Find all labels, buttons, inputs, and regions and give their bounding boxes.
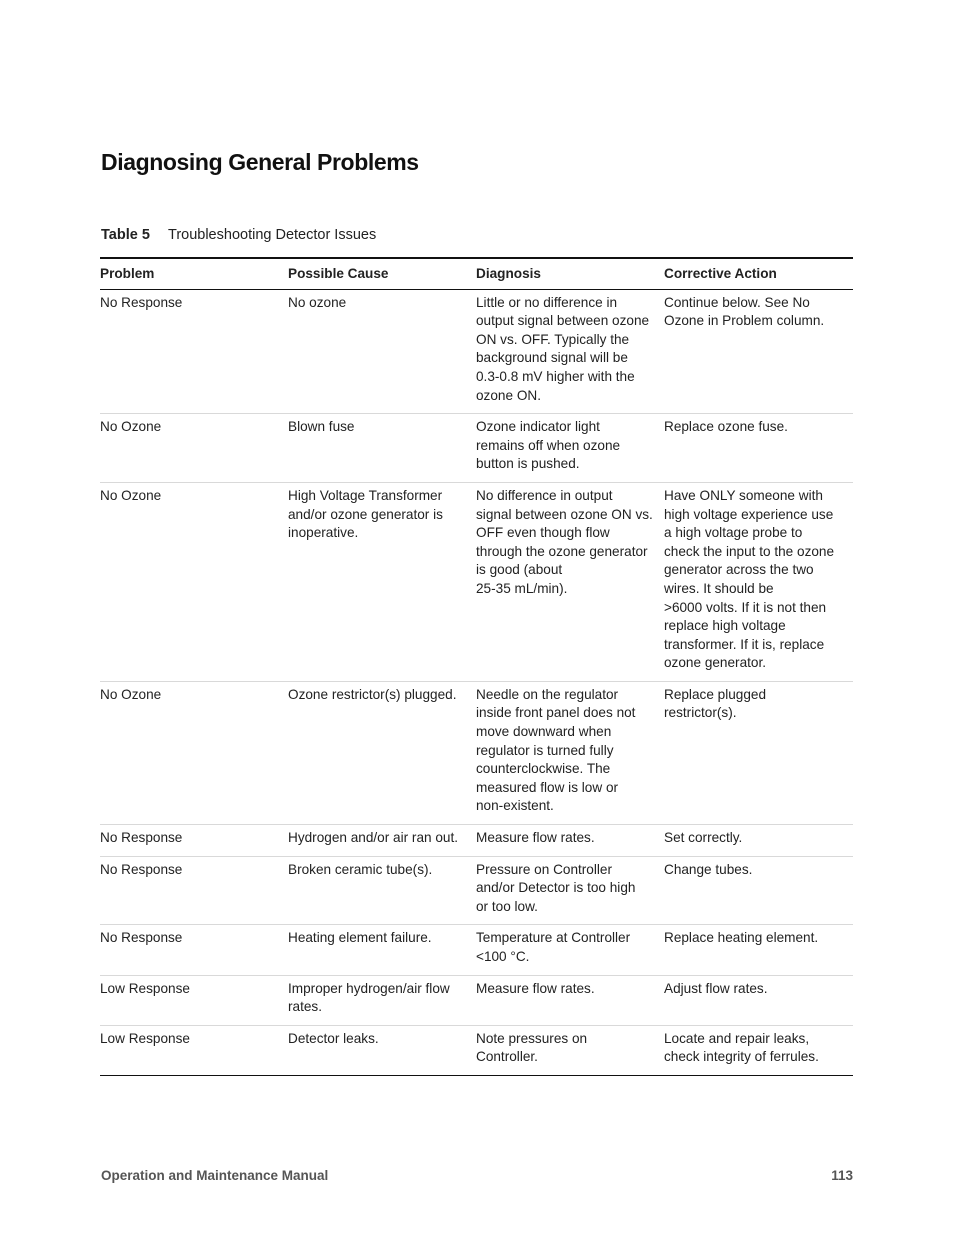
cell-cause: Improper hydrogen/air flow rates. [288,980,450,1015]
header-diagnosis: Diagnosis [476,266,541,281]
cell-problem: No Ozone [100,487,162,503]
table-row [100,856,853,925]
cell-diagnosis: Little or no difference in output signal between ozone ON vs. OFF. Typically the background signal will be 0.3-0.8 mV higher with the ozone ON. [476,294,650,403]
cell-problem: No Response [100,294,183,310]
cell-problem: No Response [100,830,183,846]
cell-problem: Low Response [100,1030,190,1046]
cell-cause: Broken ceramic tube(s). [288,861,433,877]
cell-action: Replace ozone fuse. [664,419,788,435]
header-possible-cause: Possible Cause [288,266,389,281]
table-caption-text: Troubleshooting Detector Issues [168,227,377,243]
cell-problem: No Ozone [100,686,162,702]
table-caption [101,227,376,243]
table-row [100,825,853,857]
cell-cause: Ozone restrictor(s) plugged. [288,686,457,702]
cell-cause: Heating element failure. [288,930,432,946]
troubleshooting-table [100,257,853,1076]
cell-problem: No Response [100,930,183,946]
cell-diagnosis: Pressure on Controller and/or Detector is too high or too low. [476,861,636,914]
cell-cause: Detector leaks. [288,1030,379,1046]
cell-cause: No ozone [288,294,347,310]
cell-problem: Low Response [100,980,190,996]
page-title: Diagnosing General Problems [101,149,419,175]
cell-diagnosis: Measure flow rates. [476,830,595,846]
cell-action: Adjust flow rates. [664,980,768,996]
cell-cause: Blown fuse [288,419,355,435]
table-row [100,681,853,824]
cell-diagnosis: Temperature at Controller <100 °C. [476,930,631,964]
table-row [100,482,853,681]
table-row [100,1025,853,1075]
cell-action: Change tubes. [664,861,753,877]
table-row [100,289,853,414]
table-row [100,975,853,1025]
table-label: Table 5 [101,227,150,243]
cell-diagnosis: Note pressures on Controller. [476,1030,588,1065]
cell-cause: Hydrogen and/or air ran out. [288,830,459,846]
cell-action: Set correctly. [664,830,743,846]
cell-diagnosis: Ozone indicator light remains off when ozone button is pushed. [476,419,621,472]
cell-action: Locate and repair leaks, check integrity of ferrules. [664,1030,819,1065]
header-corrective-action: Corrective Action [664,266,777,281]
table-row [100,414,853,483]
cell-problem: No Response [100,861,183,877]
cell-cause: High Voltage Transformer and/or ozone generator is inoperative. [288,487,443,541]
table-row [100,925,853,975]
cell-diagnosis: No difference in output signal between ozone ON vs. OFF even though flow through the ozone generator is good (about 25-35 mL/min). [476,487,653,596]
table-header-row [100,258,853,289]
cell-action: Have ONLY someone with high voltage experience use a high voltage probe to check the input to the ozone generator across the two wires. It should be >6000 volts. If it is not then replace high voltage transformer. If it is, replace ozone generator. [664,487,835,671]
cell-action: Continue below. See No Ozone in Problem column. [664,294,825,329]
cell-action: Replace plugged restrictor(s). [664,686,767,721]
cell-diagnosis: Needle on the regulator inside front panel does not move downward when regulator is turned fully counterclockwise. The measured flow is low or non-existent. [476,686,636,814]
cell-action: Replace heating element. [664,930,819,946]
cell-diagnosis: Measure flow rates. [476,980,595,996]
cell-problem: No Ozone [100,419,162,435]
footer-page-number: 113 [831,1168,853,1183]
header-problem: Problem [100,266,155,281]
footer-manual-name: Operation and Maintenance Manual [101,1168,329,1183]
